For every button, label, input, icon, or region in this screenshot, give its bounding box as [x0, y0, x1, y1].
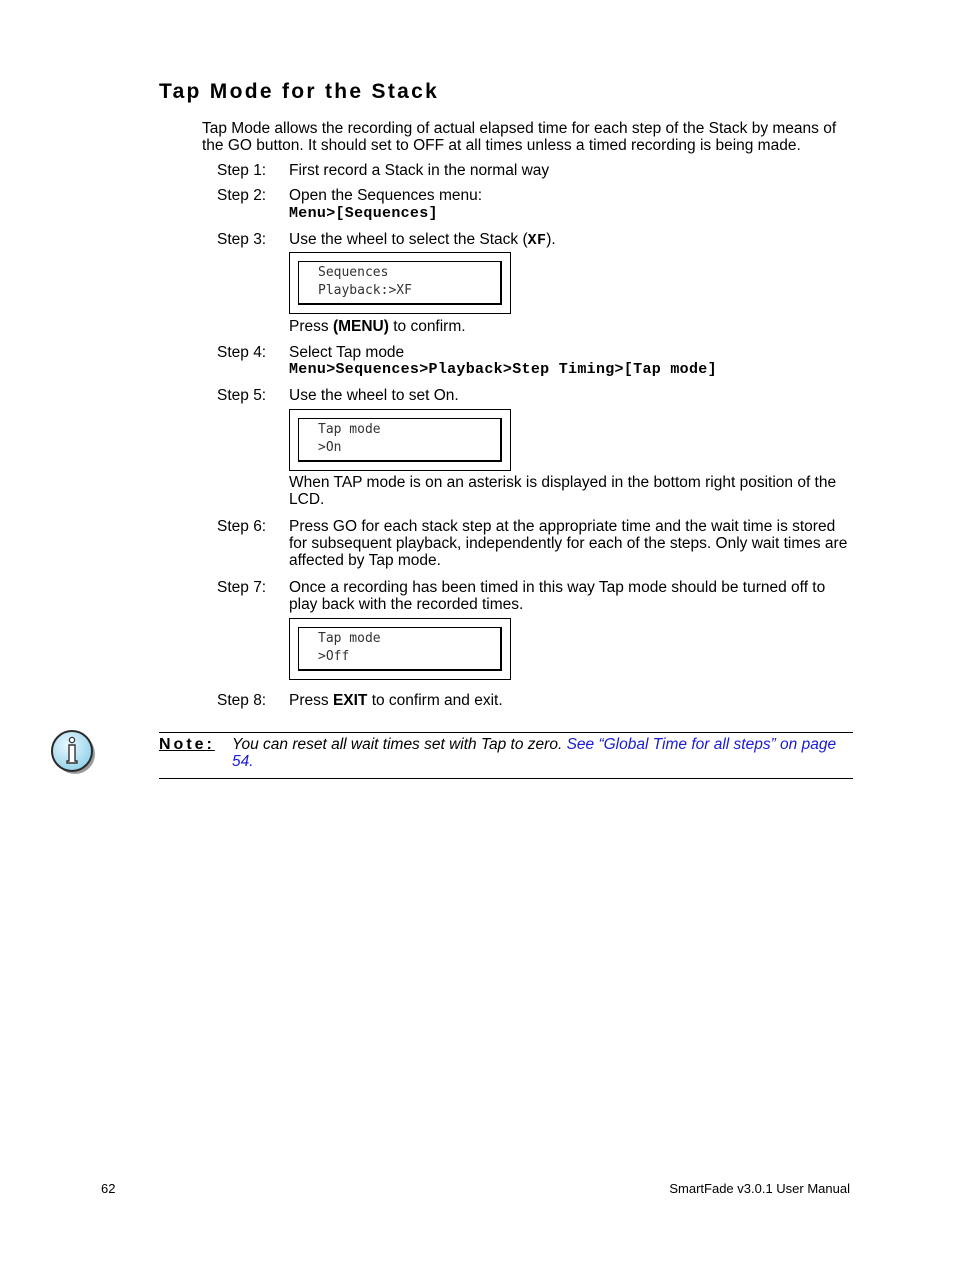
step-4-text: Select Tap mode — [289, 344, 405, 361]
section-heading: Tap Mode for the Stack — [159, 80, 440, 103]
lcd-screen: Sequences Playback:>XF — [298, 261, 502, 305]
step-4-label: Step 4: — [217, 344, 267, 361]
note-bottom-rule — [159, 778, 853, 779]
step-4-menu-path: Menu>Sequences>Playback>Step Timing>[Tap mode] — [289, 361, 717, 378]
info-icon — [48, 726, 98, 783]
step-3-text: Use the wheel to select the Stack (XF). — [289, 231, 556, 249]
step-3-label: Step 3: — [217, 231, 267, 248]
lcd-screen: Tap mode >Off — [298, 627, 502, 671]
step-6-text: Press GO for each stack step at the appropriate time and the wait time is stored for subsequent playback, independently for each of the steps. Only wait times are affected by Tap mode. — [289, 518, 848, 569]
step-5-note-text: When TAP mode is on an asterisk is displayed in the bottom right position of the LCD. — [289, 474, 837, 508]
step-8-label: Step 8: — [217, 692, 267, 709]
note-text: You can reset all wait times set with Tap to zero. See “Global Time for all steps” on page 54. — [232, 736, 837, 770]
step-8-text: Press EXIT to confirm and exit. — [289, 692, 503, 709]
step-6-label: Step 6: — [217, 518, 267, 535]
lcd-display-tap-on — [289, 409, 511, 471]
lcd-display-sequences — [289, 252, 511, 314]
intro-paragraph: Tap Mode allows the recording of actual elapsed time for each step of the Stack by means of the GO button. It should set to OFF at all times unless a timed recording is being made. — [202, 120, 837, 154]
lcd-screen: Tap mode >On — [298, 418, 502, 462]
step-7-text: Once a recording has been timed in this way Tap mode should be turned off to play back with the recorded times. — [289, 579, 826, 613]
step-1-text: First record a Stack in the normal way — [289, 162, 550, 179]
step-3-confirm-text: Press (MENU) to confirm. — [289, 318, 466, 335]
note-top-rule — [159, 732, 853, 733]
step-5-text: Use the wheel to set On. — [289, 387, 459, 404]
step-2-text: Open the Sequences menu: — [289, 187, 483, 204]
stack-xf-label: XF — [527, 232, 547, 249]
page-number: 62 — [101, 1181, 116, 1196]
global-time-link[interactable]: See “Global Time for all steps” on page 54. — [232, 736, 837, 770]
step-2-menu-path: Menu>[Sequences] — [289, 205, 438, 222]
manual-title: SmartFade v3.0.1 User Manual — [669, 1181, 850, 1196]
step-1-label: Step 1: — [217, 162, 267, 179]
step-2-label: Step 2: — [217, 187, 267, 204]
step-7-label: Step 7: — [217, 579, 267, 596]
step-5-label: Step 5: — [217, 387, 267, 404]
note-label: Note: — [159, 736, 215, 753]
lcd-display-tap-off — [289, 618, 511, 680]
